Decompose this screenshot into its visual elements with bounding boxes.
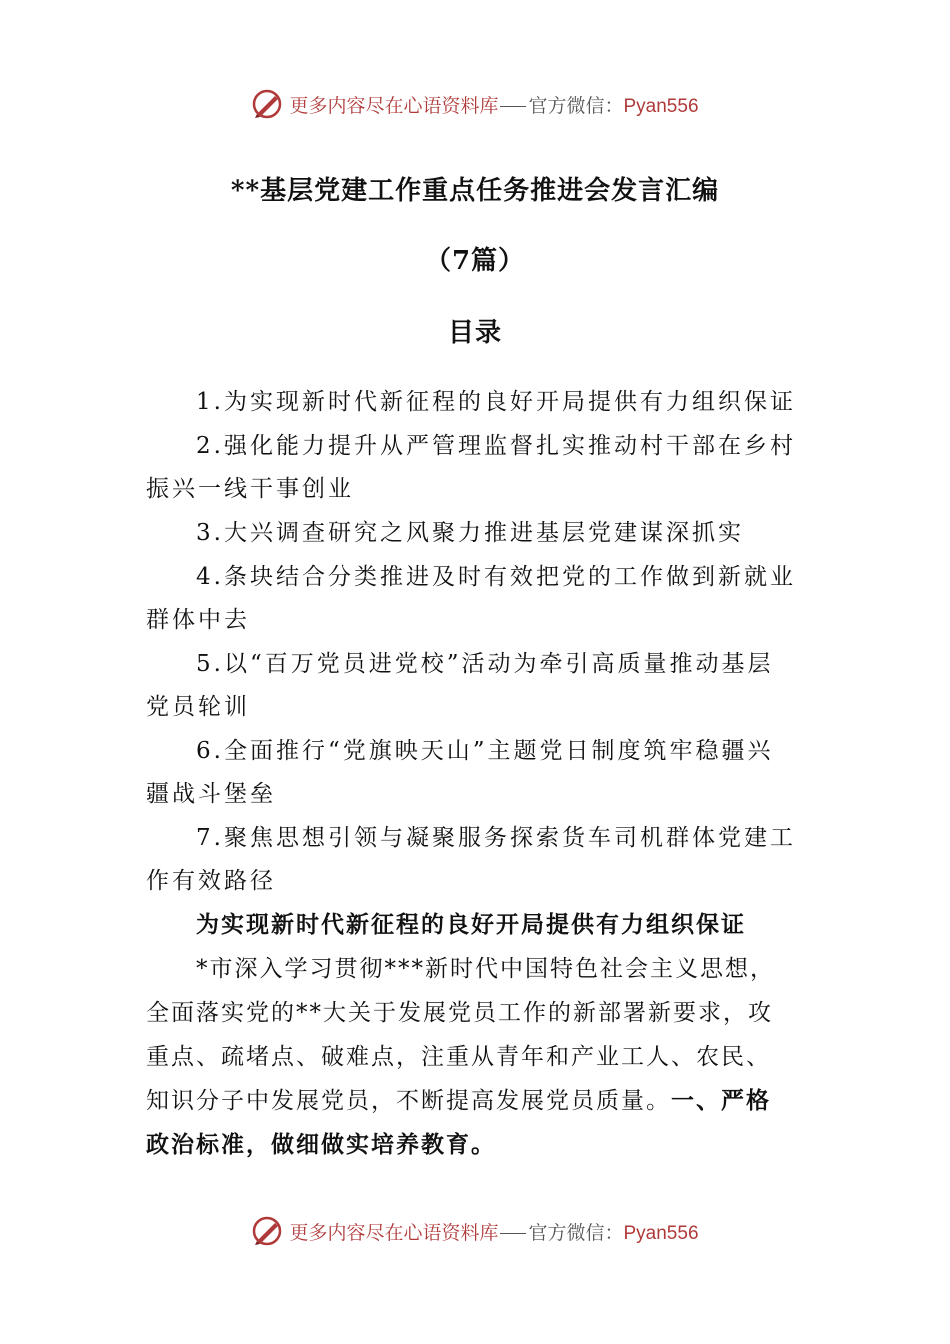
toc-item-continuation: 群体中去 <box>146 607 250 633</box>
watermark-wechat-label: 官方微信： <box>528 94 624 117</box>
watermark-wechat-id: Pyan556 <box>623 1222 699 1244</box>
footer-watermark <box>0 1211 950 1251</box>
toc-item-continuation: 振兴一线干事创业 <box>146 476 354 502</box>
watermark-wechat-label: 官方微信： <box>528 1221 624 1244</box>
toc-heading: 目录 <box>447 318 502 348</box>
body-line <box>146 1082 806 1115</box>
header-watermark <box>0 84 950 124</box>
pen-logo-icon <box>251 1215 283 1247</box>
watermark-wechat-id: Pyan556 <box>623 95 699 117</box>
toc-item-continuation: 党员轮训 <box>146 694 250 720</box>
body-text: 知识分子中发展党员，不断提高发展党员质量。 <box>146 1088 671 1114</box>
toc-item: 4.条块结合分类推进及时有效把党的工作做到新就业 <box>196 564 796 590</box>
watermark-site-text: 更多内容尽在心语资料库 <box>289 1221 499 1244</box>
watermark-site-text: 更多内容尽在心语资料库 <box>289 94 499 117</box>
bold-subheading-start: 一、严格 <box>671 1087 771 1114</box>
toc-item: 7.聚焦思想引领与凝聚服务探索货车司机群体党建工 <box>196 825 796 851</box>
document-subtitle: （7篇） <box>424 246 526 276</box>
body-line: *市深入学习贯彻***新时代中国特色社会主义思想， <box>196 956 775 982</box>
body-line: 重点、疏堵点、破难点，注重从青年和产业工人、农民、 <box>146 1044 771 1070</box>
toc-item-continuation: 作有效路径 <box>146 868 276 894</box>
bold-subheading-continuation: 政治标准，做细做实培养教育。 <box>146 1131 496 1158</box>
watermark-dash <box>500 1233 526 1234</box>
toc-item: 5.以“百万党员进党校”活动为牵引高质量推动基层 <box>196 651 774 677</box>
document-title: **基层党建工作重点任务推进会发言汇编 <box>230 176 720 206</box>
toc-item: 6.全面推行“党旗映天山”主题党日制度筑牢稳疆兴 <box>196 738 774 764</box>
toc-item: 2.强化能力提升从严管理监督扎实推动村干部在乡村 <box>196 433 796 459</box>
watermark-dash <box>500 106 526 107</box>
toc-item: 1.为实现新时代新征程的良好开局提供有力组织保证 <box>196 389 796 415</box>
section-heading: 为实现新时代新征程的良好开局提供有力组织保证 <box>196 911 746 938</box>
toc-item-continuation: 疆战斗堡垒 <box>146 781 276 807</box>
pen-logo-icon <box>251 88 283 120</box>
body-line: 全面落实党的**大关于发展党员工作的新部署新要求，攻 <box>146 1000 773 1026</box>
toc-item: 3.大兴调查研究之风聚力推进基层党建谋深抓实 <box>196 520 744 546</box>
